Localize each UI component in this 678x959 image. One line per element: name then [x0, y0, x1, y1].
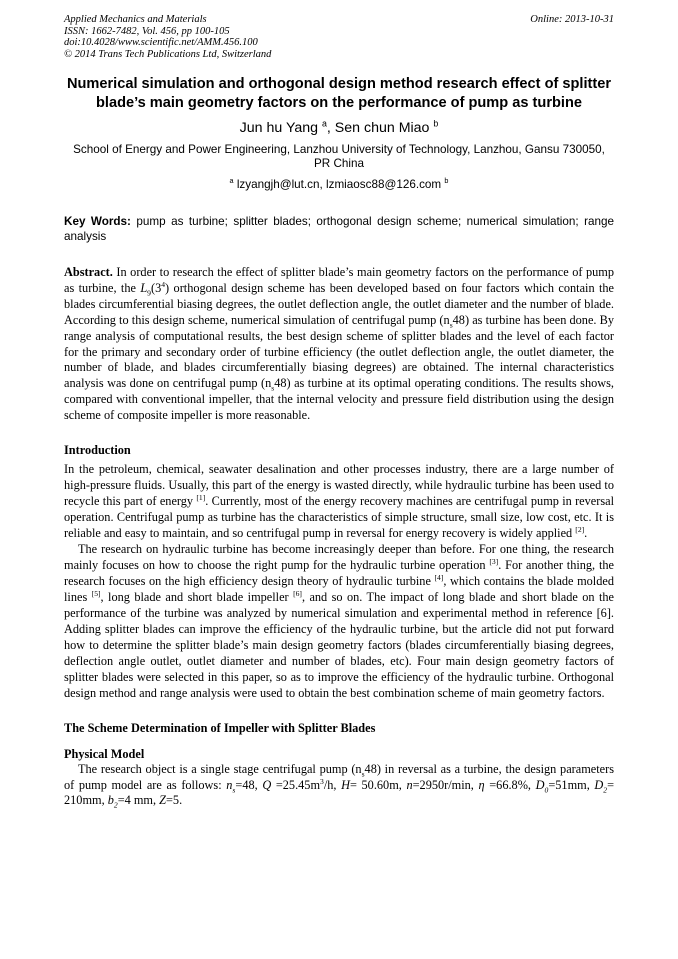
intro-p2-text-d: , long blade and short blade impeller [100, 589, 289, 604]
author-2: Sen chun Miao [334, 119, 430, 136]
math-exp: 4 [161, 279, 166, 289]
intro-p2-text-a: The research on hydraulic turbine has become increasingly deeper than before. For one thing, the research mainly focuses on how to choose the right pump for the hydraulic turbine operation [64, 542, 614, 572]
param-d0-sub: 0 [544, 784, 549, 794]
author-1: Jun hu Yang [239, 119, 319, 136]
param-d2: D [594, 777, 604, 792]
param-eta: η [478, 777, 485, 792]
intro-p2-text-b: . For another thing, the research focuses on the high efficiency design theory of hydraulic turbine [64, 558, 614, 588]
param-b2-sub: 2 [113, 800, 118, 810]
author-separator: , [326, 119, 335, 136]
online-date: Online: 2013-10-31 [530, 14, 614, 25]
citation-3[interactable]: [3] [489, 556, 499, 566]
param-ns: n [226, 777, 233, 792]
param-q-exp: 3 [320, 776, 324, 786]
author-line [64, 119, 614, 137]
param-h-value: = 50.60m, [349, 777, 402, 792]
email-mark-a: a [229, 175, 234, 185]
param-ns-sub: s [232, 784, 236, 794]
intro-p1-text-a: In the petroleum, chemical, seawater desalination and other processes industry, there are a large number of high-pressure fluids. Usually, this part of the energy is wasted directly, while hydraulic turbine has been used to recycle this part of energy [64, 462, 614, 509]
intro-p1-text-c: . [584, 526, 588, 541]
param-q-value: =25.45m [275, 777, 321, 792]
orthogonal-array-notation [140, 279, 170, 298]
physical-model-paragraph [64, 762, 614, 810]
param-h: H [341, 777, 350, 792]
paper-title: Numerical simulation and orthogonal design method research effect of splitter blade’s main geometry factors on the performance of pump as turbine [66, 76, 612, 111]
abstract-text-4: 48) as turbine at its optimal operating conditions. The results shows, compared with conventional impeller, that the internal velocity and pressure field distribution using the design scheme of composite impeller is more reasonable. [64, 376, 615, 423]
citation-2[interactable]: [2] [575, 525, 585, 534]
param-z-value: =5. [166, 793, 183, 808]
pm-text-a: The research object is a single stage centrifugal pump (n [78, 761, 362, 776]
param-d0: D [535, 777, 545, 792]
param-q: Q [262, 777, 272, 792]
keywords [64, 214, 614, 244]
ns-sub: s [361, 769, 365, 779]
paper-page [64, 14, 614, 809]
affiliation: School of Energy and Power Engineering, Lanzhou University of Technology, Lanzhou, Gansu 730050, PR China [73, 142, 605, 171]
ns-sub: s [271, 383, 275, 393]
citation-4[interactable]: [4] [434, 572, 444, 582]
email-line [64, 175, 614, 192]
abstract-text-3: 48) as turbine has been done. By range analysis of computational results, the best design scheme of splitter blades and the level of each factor for the primary and secondary order of turbine efficiency (the outlet deflection angle, the outlet diameter, the number of blade, and blades circumferentially biasing degrees) are obtained. The internal characteristics analysis was done on centrifugal pump (n [64, 312, 614, 391]
abstract-text-2: orthogonal design scheme has been developed based on four factors which contain the blades circumferential biasing degrees, the outlet deflection angle, the outlet diameter and the number of blade. According to this design scheme, numerical simulation of centrifugal pump (n [64, 280, 615, 327]
param-n-value: =2950r/min, [412, 777, 474, 792]
section-heading-scheme: The Scheme Determination of Impeller with Splitter Blades [64, 720, 376, 735]
intro-paragraph-1 [64, 462, 614, 542]
copyright-line: © 2014 Trans Tech Publications Ltd, Switzerland [64, 48, 272, 60]
intro-p2-text-c: , which contains the blade molded lines [64, 573, 614, 604]
param-b2-value: =4 mm, [117, 793, 157, 808]
param-d2-value: = 210mm, [64, 777, 615, 808]
param-b2: b [107, 793, 114, 808]
abstract-label: Abstract. [64, 264, 113, 279]
math-paren-open: (3 [150, 280, 162, 295]
ns-sub: s [449, 320, 453, 330]
email-mark-b: b [444, 175, 449, 185]
doi-line: doi:10.4028/www.scientific.net/AMM.456.100 [64, 37, 258, 49]
intro-p2-text-e: , and so on. The impact of long blade and short blade on the performance of the turbine was analyzed by numerical simulation and experimental method in reference [6]. Adding splitter blades can improve the efficiency of the hydraulic turbine, but the article did not put forward how to determine the splitter blade’s main design geometry factors (blades circumferentially biasing degrees, deflection angle outlet, outlet diameter and number of blades, etc). Four main design geometry factors of splitter blades were selected in this paper, so as to improve the efficiency of the hydraulic turbine. Orthogonal design method and range analysis were used to obtain the best combination scheme of main geometry factors. [64, 589, 615, 700]
abstract-text-1: In order to research the effect of splitter blade’s main geometry factors on the performance of pump as turbine, the [64, 264, 614, 295]
email-addresses[interactable]: lzyangjh@lut.cn, lzmiaosc88@126.com [236, 177, 442, 191]
subsection-heading-physical-model: Physical Model [64, 746, 145, 761]
math-l: L [140, 280, 148, 295]
keywords-text: pump as turbine; splitter blades; orthogonal design scheme; numerical simulation; range analysis [64, 214, 614, 243]
citation-1[interactable]: [1] [196, 493, 206, 503]
param-q-unit: /h, [323, 777, 337, 792]
intro-paragraph-2 [64, 542, 614, 702]
param-d2-sub: 2 [603, 784, 608, 794]
abstract [64, 265, 614, 425]
keywords-label: Key Words: [64, 214, 131, 228]
citation-5[interactable]: [5] [91, 588, 101, 598]
param-eta-value: =66.8%, [489, 777, 532, 792]
journal-name: Applied Mechanics and Materials [64, 14, 207, 25]
pm-text-b: 48) in reversal as a turbine, the design parameters of pump model are as follows: [64, 761, 614, 792]
param-n: n [406, 777, 413, 792]
intro-p1-text-b: . Currently, most of the energy recovery machines are centrifugal pump in reversal operation. Centrifugal pump as turbine has the characteristics of simple structure, small size, low cost, etc. It is reliable and easy to maintain, and so centrifugal pump in reversal for energy recovery is widely applied [64, 494, 615, 541]
math-paren-close: ) [165, 280, 170, 295]
section-heading-introduction: Introduction [64, 443, 131, 458]
param-d0-value: =51mm, [548, 777, 590, 792]
issn-line: ISSN: 1662-7482, Vol. 456, pp 100-105 [64, 25, 230, 37]
param-ns-value: =48, [235, 777, 258, 792]
author-2-mark: b [433, 117, 439, 128]
param-z: Z [159, 793, 166, 808]
math-l-sub: 9 [147, 288, 151, 298]
author-1-mark: a [322, 117, 327, 128]
citation-6[interactable]: [6] [293, 588, 302, 598]
journal-header [64, 14, 614, 60]
